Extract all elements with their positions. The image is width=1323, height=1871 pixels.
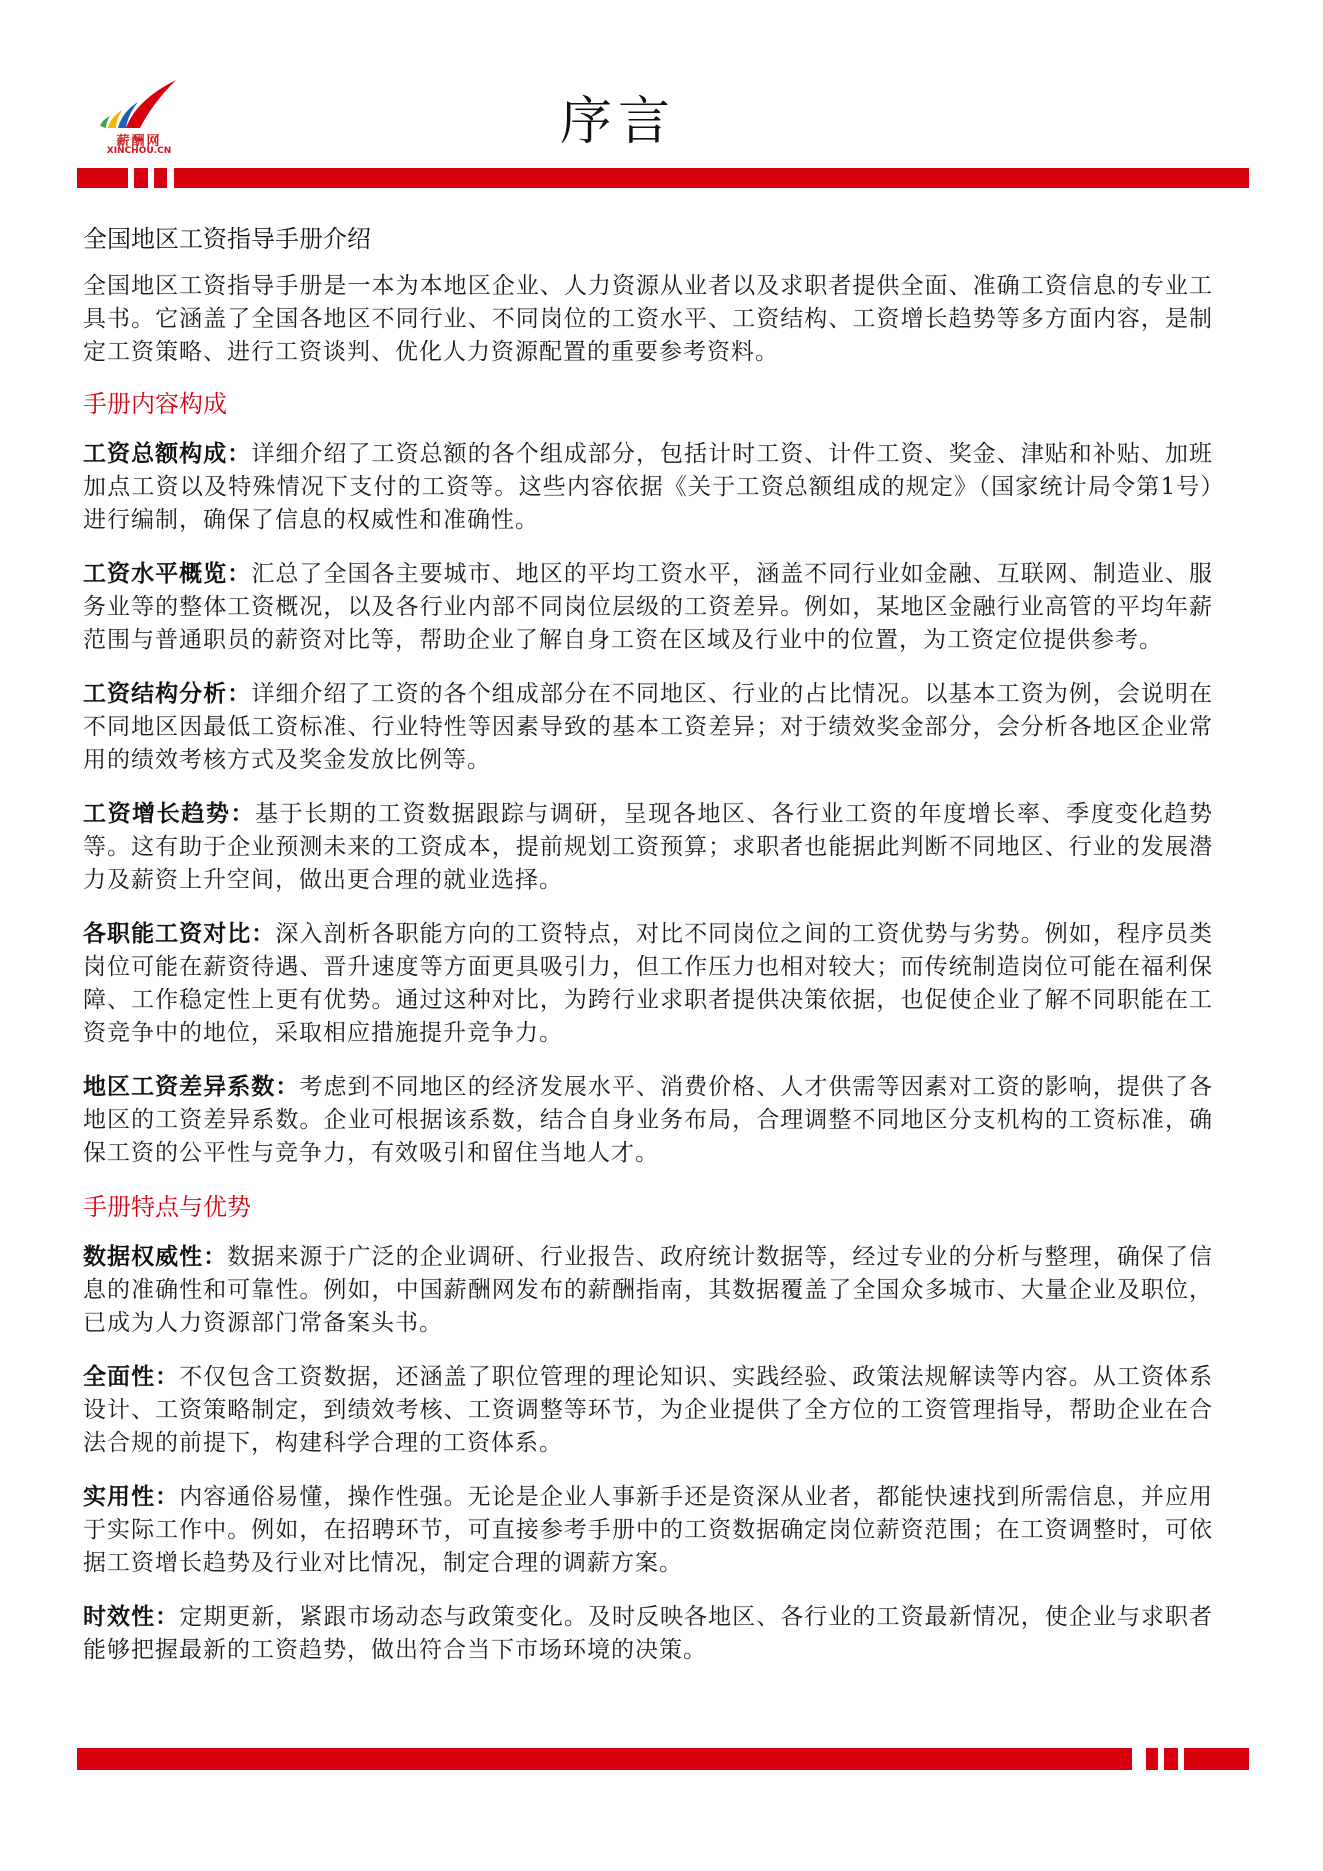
paragraph-text: 汇总了全国各主要城市、地区的平均工资水平，涵盖不同行业如金融、互联网、制造业、服务业等的整体工资概况，以及各行业内部不同岗位层级的工资差异。例如，某地区金融行业高管的平均年薪范围与普通职员的薪资对比等，帮助企业了解自身工资在区域及行业中的位置，为工资定位提供参考。: [83, 561, 1214, 653]
paragraph-label: 全面性：: [83, 1363, 180, 1390]
paragraph-practical: [83, 1480, 1213, 1580]
paragraph-label: 各职能工资对比：: [83, 920, 276, 947]
footer-bar-segment-1: [1146, 1748, 1158, 1770]
preface-content: [83, 222, 1213, 1687]
paragraph-text: 考虑到不同地区的经济发展水平、消费价格、人才供需等因素对工资的影响，提供了各地区的工资差异系数。企业可根据该系数，结合自身业务布局，合理调整不同地区分支机构的工资标准，确保工资的公平性与竞争力，有效吸引和留住当地人才。: [83, 1074, 1214, 1166]
footer-bar-segment-3: [1184, 1748, 1249, 1770]
paragraph-region-coefficient: [83, 1070, 1213, 1170]
paragraph-label: 工资增长趋势：: [83, 800, 256, 827]
paragraph-function-compare: [83, 917, 1213, 1050]
footer-bar-segment-2: [1164, 1748, 1178, 1770]
paragraph-label: 工资总额构成：: [83, 440, 252, 467]
paragraph-wage-structure: [83, 677, 1213, 777]
logo-swoosh-icon: [96, 78, 182, 134]
header-bar-segment-1: [77, 168, 128, 188]
page-title: 序言: [560, 92, 677, 152]
paragraph-text: 基于长期的工资数据跟踪与调研，呈现各地区、各行业工资的年度增长率、季度变化趋势等。这有助于企业预测未来的工资成本，提前规划工资预算；求职者也能据此判断不同地区、行业的发展潜力及薪资上升空间，做出更合理的就业选择。: [83, 801, 1214, 893]
intro-title: 全国地区工资指导手册介绍: [83, 225, 371, 253]
intro-paragraph: 全国地区工资指导手册是一本为本地区企业、人力资源从业者以及求职者提供全面、准确工资信息的专业工具书。它涵盖了全国各地区不同行业、不同岗位的工资水平、工资结构、工资增长趋势等多方面内容，是制定工资策略、进行工资谈判、优化人力资源配置的重要参考资料。: [83, 273, 1213, 365]
paragraph-text: 深入剖析各职能方向的工资特点，对比不同岗位之间的工资优势与劣势。例如，程序员类岗位可能在薪资待遇、晋升速度等方面更具吸引力，但工作压力也相对较大；而传统制造岗位可能在福利保障、工作稳定性上更有优势。通过这种对比，为跨行业求职者提供决策依据，也促使企业了解不同职能在工资竞争中的地位，采取相应措施提升竞争力。: [83, 921, 1214, 1046]
paragraph-text: 内容通俗易懂，操作性强。无论是企业人事新手还是资深从业者，都能快速找到所需信息，并应用于实际工作中。例如，在招聘环节，可直接参考手册中的工资数据确定岗位薪资范围；在工资调整时，可依据工资增长趋势及行业对比情况，制定合理的调薪方案。: [83, 1484, 1214, 1576]
paragraph-wage-growth: [83, 797, 1213, 897]
header-bar-segment-3: [154, 168, 167, 188]
paragraph-comprehensive: [83, 1360, 1213, 1460]
paragraph-timeliness: [83, 1600, 1213, 1667]
header-bar-main: [174, 168, 1249, 188]
paragraph-label: 时效性：: [83, 1603, 180, 1630]
header-bar-segment-2: [134, 168, 148, 188]
paragraph-text: 数据来源于广泛的企业调研、行业报告、政府统计数据等，经过专业的分析与整理，确保了信息的准确性和可靠性。例如，中国薪酬网发布的薪酬指南，其数据覆盖了全国众多城市、大量企业及职位，已成为人力资源部门常备案头书。: [83, 1244, 1214, 1336]
logo-brand-text: 薪酬网: [116, 134, 162, 149]
section-title-content: 手册内容构成: [83, 390, 227, 418]
paragraph-label: 实用性：: [83, 1483, 180, 1510]
paragraph-text: 定期更新，紧跟市场动态与政策变化。及时反映各地区、各行业的工资最新情况，使企业与求职者能够把握最新的工资趋势，做出符合当下市场环境的决策。: [83, 1604, 1214, 1663]
paragraph-authority: [83, 1240, 1213, 1340]
footer-bar-main: [77, 1748, 1132, 1770]
paragraph-label: 地区工资差异系数：: [83, 1073, 300, 1100]
section-title-features: 手册特点与优势: [83, 1193, 251, 1221]
logo-domain-text: XINCHOU.CN: [106, 146, 172, 156]
paragraph-label: 工资结构分析：: [83, 680, 252, 707]
paragraph-text: 不仅包含工资数据，还涵盖了职位管理的理论知识、实践经验、政策法规解读等内容。从工资体系设计、工资策略制定，到绩效考核、工资调整等环节，为企业提供了全方位的工资管理指导，帮助企业在合法合规的前提下，构建科学合理的工资体系。: [83, 1364, 1214, 1456]
paragraph-text: 详细介绍了工资的各个组成部分在不同地区、行业的占比情况。以基本工资为例，会说明在不同地区因最低工资标准、行业特性等因素导致的基本工资差异；对于绩效奖金部分，会分析各地区企业常用的绩效考核方式及奖金发放比例等。: [83, 681, 1214, 773]
paragraph-wage-total: [83, 437, 1213, 537]
company-logo: [96, 78, 182, 160]
paragraph-text: 详细介绍了工资总额的各个组成部分，包括计时工资、计件工资、奖金、津贴和补贴、加班加点工资以及特殊情况下支付的工资等。这些内容依据《关于工资总额组成的规定》（国家统计局令第1号）进行编制，确保了信息的权威性和准确性。: [83, 441, 1214, 533]
paragraph-wage-level: [83, 557, 1213, 657]
paragraph-label: 工资水平概览：: [83, 560, 252, 587]
paragraph-label: 数据权威性：: [83, 1243, 228, 1270]
